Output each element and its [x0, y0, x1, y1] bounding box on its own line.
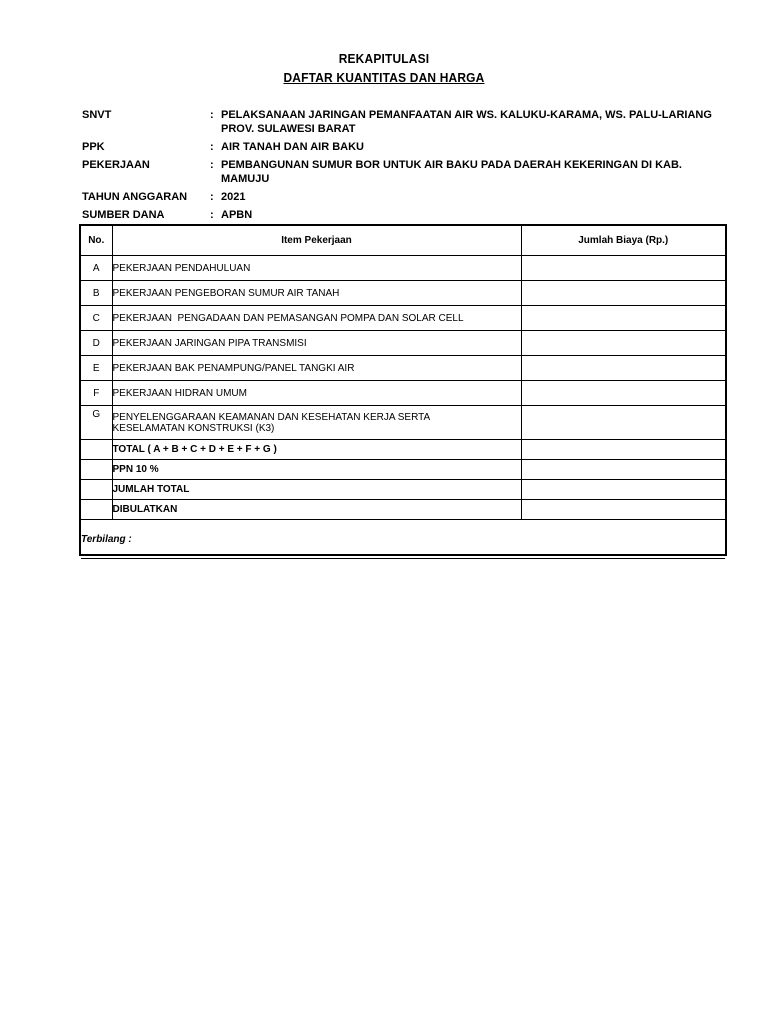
table-row	[81, 281, 725, 306]
info-value: PELAKSANAAN JARINGAN PEMANFAATAN AIR WS. KALUKU-KARAMA, WS. PALU-LARIANG PROV. SULAWESI BARAT	[221, 109, 712, 135]
table-row	[81, 256, 725, 281]
document-subtitle: DAFTAR KUANTITAS DAN HARGA	[283, 70, 485, 85]
table-row	[81, 306, 725, 331]
summary-row-dibulatkan	[81, 500, 725, 520]
row-biaya	[521, 381, 725, 406]
row-no	[81, 460, 112, 480]
summary-biaya	[521, 460, 725, 480]
summary-row-ppn	[81, 460, 725, 480]
info-colon: :	[210, 191, 214, 203]
row-no	[81, 500, 112, 520]
summary-row-jumlah-total	[81, 480, 725, 500]
info-label: SNVT	[82, 109, 112, 121]
info-row-ppk	[82, 140, 722, 154]
summary-label: PPN 10 %	[112, 460, 521, 480]
row-item: PEKERJAAN PENDAHULUAN	[112, 256, 521, 281]
terbilang-row	[81, 520, 725, 559]
row-item: PEKERJAAN HIDRAN UMUM	[112, 381, 521, 406]
info-row-sumber-dana	[82, 208, 722, 222]
info-label: PPK	[82, 141, 105, 153]
document-title: REKAPITULASI	[338, 51, 430, 66]
row-biaya	[521, 356, 725, 381]
row-item: PEKERJAAN PENGADAAN DAN PEMASANGAN POMPA DAN SOLAR CELL	[112, 306, 521, 331]
table-row	[81, 381, 725, 406]
row-item-line: PENYELENGGARAAN KEAMANAN DAN KESEHATAN KERJA SERTA	[112, 411, 431, 423]
table-row	[81, 406, 725, 440]
row-no: C	[81, 306, 112, 331]
row-no	[81, 480, 112, 500]
summary-label: JUMLAH TOTAL	[112, 480, 521, 500]
info-colon: :	[210, 109, 214, 121]
column-header-item: Item Pekerjaan	[112, 226, 521, 256]
row-biaya	[521, 331, 725, 356]
row-no: G	[81, 406, 112, 440]
summary-row-total	[81, 440, 725, 460]
summary-biaya	[521, 440, 725, 460]
row-item-line: KESELAMATAN KONSTRUKSI (K3)	[112, 422, 275, 434]
table-row	[81, 331, 725, 356]
row-biaya	[521, 406, 725, 440]
info-value: PEMBANGUNAN SUMUR BOR UNTUK AIR BAKU PADA DAERAH KEKERINGAN DI KAB. MAMUJU	[221, 159, 682, 185]
info-row-snvt	[82, 108, 722, 136]
table-row	[81, 356, 725, 381]
summary-biaya	[521, 500, 725, 520]
row-no: E	[81, 356, 112, 381]
row-item: PEKERJAAN JARINGAN PIPA TRANSMISI	[112, 331, 521, 356]
project-info	[82, 108, 722, 226]
summary-label: TOTAL ( A + B + C + D + E + F + G )	[112, 440, 521, 460]
info-value: 2021	[221, 191, 246, 203]
table-header-row	[81, 226, 725, 256]
info-value: AIR TANAH DAN AIR BAKU	[221, 141, 364, 153]
row-biaya	[521, 306, 725, 331]
info-label: TAHUN ANGGARAN	[82, 191, 188, 203]
row-no: B	[81, 281, 112, 306]
recap-table-frame	[79, 224, 727, 556]
info-colon: :	[210, 209, 214, 221]
row-no	[81, 440, 112, 460]
summary-label: DIBULATKAN	[112, 500, 521, 520]
column-header-biaya: Jumlah Biaya (Rp.)	[521, 226, 725, 256]
info-value: APBN	[221, 209, 253, 221]
recap-table	[81, 226, 725, 559]
column-header-no: No.	[81, 226, 112, 256]
row-item: PEKERJAAN PENGEBORAN SUMUR AIR TANAH	[112, 281, 521, 306]
info-row-pekerjaan	[82, 158, 722, 186]
row-no: A	[81, 256, 112, 281]
row-item	[112, 406, 521, 440]
row-item: PEKERJAAN BAK PENAMPUNG/PANEL TANGKI AIR	[112, 356, 521, 381]
row-biaya	[521, 256, 725, 281]
info-row-tahun-anggaran	[82, 190, 722, 204]
info-colon: :	[210, 141, 214, 153]
info-label: SUMBER DANA	[82, 209, 165, 221]
row-no: D	[81, 331, 112, 356]
row-no: F	[81, 381, 112, 406]
info-label: PEKERJAAN	[82, 159, 150, 171]
terbilang-label: Terbilang :	[81, 520, 725, 559]
info-colon: :	[210, 159, 214, 171]
summary-biaya	[521, 480, 725, 500]
row-biaya	[521, 281, 725, 306]
